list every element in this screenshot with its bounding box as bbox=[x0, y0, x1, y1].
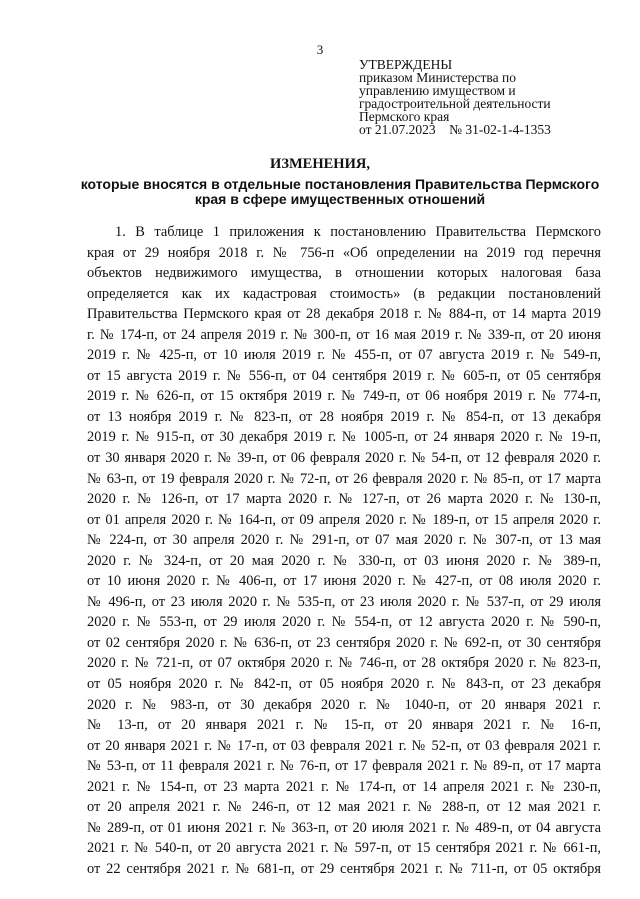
body-text-line: 2020 г. № 126-п, от 17 марта 2020 г. № 127-п, от 26 марта 2020 г. № 130-п, bbox=[87, 491, 601, 508]
body-text-line: от 05 ноября 2020 г. № 842-п, от 05 ноября 2020 г. № 843-п, от 23 декабря bbox=[87, 676, 601, 693]
body-text-line: № 63-п, от 19 февраля 2020 г. № 72-п, от 26 февраля 2020 г. № 85-п, от 17 марта bbox=[87, 470, 601, 487]
body-text-line: определяется как их кадастровая стоимость» (в редакции постановлений bbox=[87, 285, 601, 302]
body-text-line: от 15 августа 2019 г. № 556-п, от 04 сентября 2019 г. № 605-п, от 05 сентября bbox=[87, 367, 601, 384]
body-text-line: 2020 г. № 324-п, от 20 мая 2020 г. № 330-п, от 03 июня 2020 г. № 389-п, bbox=[87, 552, 601, 569]
body-text-line: 2021 г. № 154-п, от 23 марта 2021 г. № 174-п, от 14 апреля 2021 г. № 230-п, bbox=[87, 778, 601, 795]
body-text-line: от 10 июня 2020 г. № 406-п, от 17 июня 2020 г. № 427-п, от 08 июля 2020 г. bbox=[87, 573, 601, 590]
page-number: 3 bbox=[316, 42, 324, 57]
body-text-line: от 01 апреля 2020 г. № 164-п, от 09 апреля 2020 г. № 189-п, от 15 апреля 2020 г. bbox=[87, 511, 601, 528]
approval-line: приказом Министерства по bbox=[359, 70, 516, 85]
subtitle-line: которые вносятся в отдельные постановления Правительства Пермского bbox=[80, 176, 600, 192]
body-text-line: 2020 г. № 983-п, от 30 декабря 2020 г. № 1040-п, от 20 января 2021 г. bbox=[87, 696, 601, 713]
body-text-line: 2019 г. № 425-п, от 10 июля 2019 г. № 455-п, от 07 августа 2019 г. № 549-п, bbox=[87, 347, 601, 364]
body-text-line: от 13 ноября 2019 г. № 823-п, от 28 ноября 2019 г. № 854-п, от 13 декабря bbox=[87, 408, 601, 425]
subtitle-line: края в сфере имущественных отношений bbox=[194, 191, 486, 207]
body-text-line: № 289-п, от 01 июня 2021 г. № 363-п, от 20 июля 2021 г. № 489-п, от 04 августа bbox=[87, 819, 601, 836]
approval-line: градостроительной деятельности bbox=[359, 96, 551, 111]
approval-line: УТВЕРЖДЕНЫ bbox=[359, 57, 453, 72]
body-text-line: объектов недвижимого имущества, в отношении которых налоговая база bbox=[87, 265, 601, 282]
approval-stamp bbox=[359, 58, 629, 136]
document-subtitle bbox=[80, 177, 600, 207]
document-title: ИЗМЕНЕНИЯ, bbox=[270, 156, 370, 172]
body-text-line: 2020 г. № 553-п, от 29 июля 2020 г. № 554-п, от 12 августа 2020 г. № 590-п, bbox=[87, 614, 601, 631]
body-text-line: 2020 г. № 721-п, от 07 октября 2020 г. № 746-п, от 28 октября 2020 г. № 823-п, bbox=[87, 655, 601, 672]
body-text-line: от 22 сентября 2021 г. № 681-п, от 29 сентября 2021 г. № 711-п, от 05 октября bbox=[87, 860, 601, 877]
approval-date-number: от 21.07.2023 № 31-02-1-4-1353 bbox=[359, 122, 551, 137]
body-text-line: 2021 г. № 540-п, от 20 августа 2021 г. № 597-п, от 15 сентября 2021 г. № 661-п, bbox=[87, 840, 601, 857]
approval-line: управлению имуществом и bbox=[359, 83, 516, 98]
body-text-line: № 224-п, от 30 апреля 2020 г. № 291-п, от 07 мая 2020 г. № 307-п, от 13 мая bbox=[87, 532, 601, 549]
body-text-line: от 30 января 2020 г. № 39-п, от 06 февраля 2020 г. № 54-п, от 12 февраля 2020 г. bbox=[87, 450, 601, 467]
body-text-line: 2019 г. № 626-п, от 15 октября 2019 г. № 749-п, от 06 ноября 2019 г. № 774-п, bbox=[87, 388, 601, 405]
body-text-line: от 02 сентября 2020 г. № 636-п, от 23 сентября 2020 г. № 692-п, от 30 сентября bbox=[87, 634, 601, 651]
body-text-line: Правительства Пермского края от 28 декабря 2018 г. № 884-п, от 14 марта 2019 bbox=[87, 306, 601, 323]
body-text-line: от 20 апреля 2021 г. № 246-п, от 12 мая 2021 г. № 288-п, от 12 мая 2021 г. bbox=[87, 799, 601, 816]
body-text-line: № 53-п, от 11 февраля 2021 г. № 76-п, от 17 февраля 2021 г. № 89-п, от 17 марта bbox=[87, 758, 601, 775]
approval-line: Пермского края bbox=[359, 109, 450, 124]
document-body bbox=[87, 222, 601, 880]
body-text-line: № 496-п, от 23 июля 2020 г. № 535-п, от 23 июля 2020 г. № 537-п, от 29 июля bbox=[87, 593, 601, 610]
body-text-line: от 20 января 2021 г. № 17-п, от 03 февраля 2021 г. № 52-п, от 03 февраля 2021 г. bbox=[87, 737, 601, 754]
body-text-line: № 13-п, от 20 января 2021 г. № 15-п, от 20 января 2021 г. № 16-п, bbox=[87, 717, 601, 734]
body-text-line: 1. В таблице 1 приложения к постановлению Правительства Пермского bbox=[115, 224, 601, 240]
body-text-line: г. № 174-п, от 24 апреля 2019 г. № 300-п, от 16 мая 2019 г. № 339-п, от 20 июня bbox=[87, 326, 601, 343]
body-text-line: 2019 г. № 915-п, от 30 декабря 2019 г. № 1005-п, от 24 января 2020 г. № 19-п, bbox=[87, 429, 601, 446]
body-text-line: края от 29 ноября 2018 г. № 756-п «Об определении на 2019 год перечня bbox=[87, 244, 601, 261]
